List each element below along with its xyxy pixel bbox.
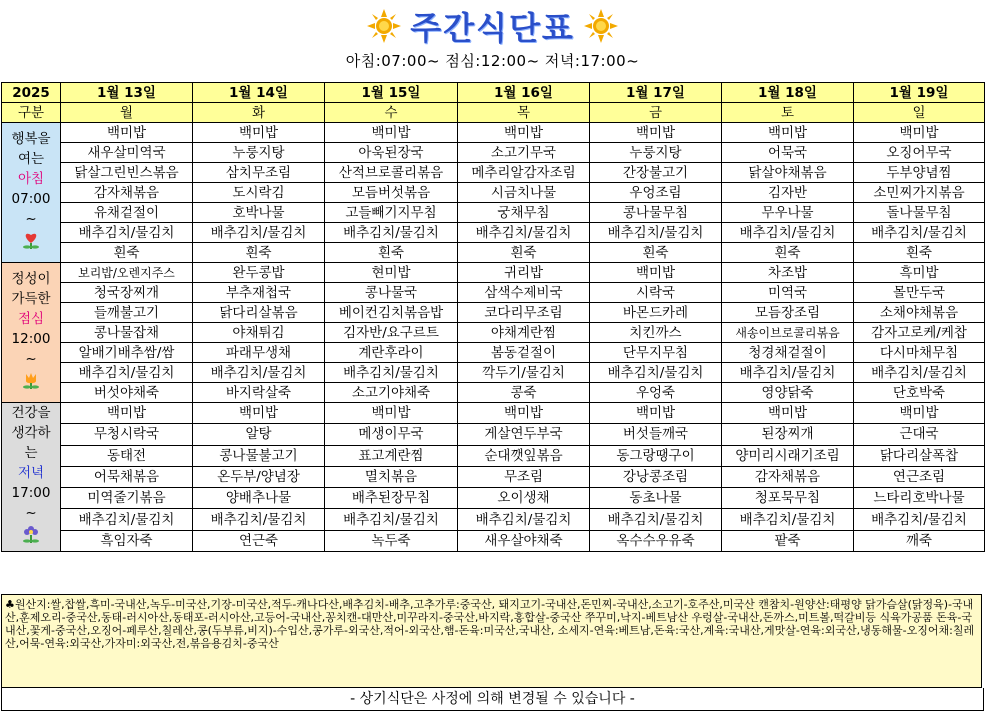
dinner-section-label (2, 403, 61, 552)
menu-item-cell: 버섯들깨국 (590, 424, 722, 445)
menu-item-cell: 봄동겉절이 (458, 343, 590, 363)
lunch-row (2, 323, 985, 343)
dinner-row (2, 530, 985, 551)
menu-item-cell: 청국장찌개 (61, 283, 193, 303)
menu-item-cell: 흰죽 (722, 243, 854, 263)
menu-item-cell: 콩죽 (458, 383, 590, 403)
sun-icon (583, 8, 619, 44)
menu-item-cell: 배추김치/물김치 (722, 363, 854, 383)
menu-item-cell: 감자채볶음 (722, 466, 854, 487)
menu-item-cell: 누룽지탕 (590, 143, 722, 163)
menu-item-cell: 흑미밥 (854, 263, 985, 283)
menu-item-cell: 백미밥 (193, 123, 325, 143)
menu-item-cell: 완두콩밥 (193, 263, 325, 283)
section-header-cell: 구분 (2, 103, 61, 123)
menu-item-cell: 무청시락국 (61, 424, 193, 445)
menu-item-cell: 백미밥 (722, 403, 854, 424)
menu-item-cell: 흰죽 (854, 243, 985, 263)
menu-item-cell: 메추리알감자조림 (458, 163, 590, 183)
menu-item-cell: 우엉죽 (590, 383, 722, 403)
breakfast-row (2, 123, 985, 143)
breakfast-section-label (2, 123, 61, 263)
menu-item-cell: 흑임자죽 (61, 530, 193, 551)
menu-item-cell: 새우살미역국 (61, 143, 193, 163)
lunch-row (2, 263, 985, 283)
menu-item-cell: 배추김치/물김치 (590, 223, 722, 243)
menu-item-cell: 닭다리살폭찹 (854, 445, 985, 466)
menu-item-cell: 백미밥 (458, 403, 590, 424)
menu-item-cell: 콩나물잡채 (61, 323, 193, 343)
menu-item-cell: 소고기무국 (458, 143, 590, 163)
section-label-line: 정성이 (11, 270, 51, 287)
menu-item-cell: 느타리호박나물 (854, 488, 985, 509)
section-label-line: 행복을 (11, 130, 51, 147)
menu-item-cell: 오징어무국 (854, 143, 985, 163)
menu-item-cell: 동그랑땡구이 (590, 445, 722, 466)
menu-item-cell: 콩나물국 (325, 283, 458, 303)
menu-item-cell: 계란후라이 (325, 343, 458, 363)
menu-item-cell: 백미밥 (590, 123, 722, 143)
menu-item-cell: 현미밥 (325, 263, 458, 283)
menu-item-cell: 녹두죽 (325, 530, 458, 551)
menu-item-cell: 산적브로콜리볶음 (325, 163, 458, 183)
menu-item-cell: 차조밥 (722, 263, 854, 283)
section-label-line: 생각하 (11, 425, 51, 441)
menu-item-cell: 미역국 (722, 283, 854, 303)
breakfast-row (2, 203, 985, 223)
menu-item-cell: 닭살야채볶음 (722, 163, 854, 183)
dinner-row (2, 403, 985, 424)
menu-item-cell: 배추김치/물김치 (722, 223, 854, 243)
breakfast-row (2, 183, 985, 203)
menu-item-cell: 도시락김 (193, 183, 325, 203)
menu-item-cell: 배추김치/물김치 (193, 363, 325, 383)
menu-item-cell: 무조림 (458, 466, 590, 487)
menu-item-cell: 백미밥 (590, 403, 722, 424)
weekday-cell: 금 (590, 103, 722, 123)
menu-item-cell: 배추김치/물김치 (458, 223, 590, 243)
menu-item-cell: 바지락살죽 (193, 383, 325, 403)
section-label-line: 점심 (17, 310, 45, 327)
menu-item-cell: 동초나물 (590, 488, 722, 509)
date-cell: 1월 15일 (325, 83, 458, 103)
menu-item-cell: 양미리시래기조림 (722, 445, 854, 466)
page-header (0, 0, 985, 82)
dinner-row (2, 424, 985, 445)
lunch-section-label (2, 263, 61, 403)
menu-item-cell: 닭살그린빈스볶음 (61, 163, 193, 183)
menu-item-cell: 다시마채무침 (854, 343, 985, 363)
menu-item-cell: 귀리밥 (458, 263, 590, 283)
menu-item-cell: 알탕 (193, 424, 325, 445)
weekly-menu-table (1, 82, 985, 552)
menu-item-cell: 소채야채볶음 (854, 303, 985, 323)
breakfast-row (2, 243, 985, 263)
menu-item-cell: 부추재첩국 (193, 283, 325, 303)
lunch-row (2, 363, 985, 383)
menu-item-cell: 바몬드카레 (590, 303, 722, 323)
menu-item-cell: 모듬장조림 (722, 303, 854, 323)
section-label-line: ~ (25, 350, 37, 367)
lunch-row (2, 303, 985, 323)
menu-item-cell: 무우나물 (722, 203, 854, 223)
menu-item-cell: 시락국 (590, 283, 722, 303)
menu-item-cell: 배추김치/물김치 (61, 223, 193, 243)
menu-item-cell: 온두부/양념장 (193, 466, 325, 487)
menu-item-cell: 오이생채 (458, 488, 590, 509)
weekday-cell: 화 (193, 103, 325, 123)
menu-item-cell: 치킨까스 (590, 323, 722, 343)
menu-item-cell: 배추김치/물김치 (61, 363, 193, 383)
menu-item-cell: 소민찌가지볶음 (854, 183, 985, 203)
year-cell: 2025 (2, 83, 61, 103)
menu-item-cell: 감자채볶음 (61, 183, 193, 203)
menu-item-cell: 새우살야채죽 (458, 530, 590, 551)
menu-item-cell: 배추김치/물김치 (458, 509, 590, 530)
date-cell: 1월 14일 (193, 83, 325, 103)
heart-flower-icon (2, 231, 60, 257)
meal-times: 아침:07:00~ 점심:12:00~ 저녁:17:00~ (345, 52, 640, 70)
section-label-line: 12:00 (11, 330, 51, 347)
menu-item-cell: 야채계란찜 (458, 323, 590, 343)
date-cell: 1월 18일 (722, 83, 854, 103)
menu-item-cell: 연근조림 (854, 466, 985, 487)
section-label-line: ~ (25, 210, 37, 227)
date-cell: 1월 16일 (458, 83, 590, 103)
sun-icon (366, 8, 402, 44)
menu-item-cell: 배추김치/물김치 (590, 509, 722, 530)
menu-item-cell: 시금치나물 (458, 183, 590, 203)
menu-item-cell: 배추김치/물김치 (325, 509, 458, 530)
menu-item-cell: 깨죽 (854, 530, 985, 551)
menu-item-cell: 감자고로케/케찹 (854, 323, 985, 343)
lunch-row (2, 283, 985, 303)
menu-item-cell: 배추김치/물김치 (590, 363, 722, 383)
menu-item-cell: 누룽지탕 (193, 143, 325, 163)
menu-item-cell: 팥죽 (722, 530, 854, 551)
menu-item-cell: 백미밥 (854, 123, 985, 143)
menu-item-cell: 흰죽 (193, 243, 325, 263)
menu-item-cell: 콩나물불고기 (193, 445, 325, 466)
menu-item-cell: 연근죽 (193, 530, 325, 551)
menu-item-cell: 양배추나물 (193, 488, 325, 509)
section-label-line: ~ (25, 505, 37, 521)
menu-item-cell: 모듬버섯볶음 (325, 183, 458, 203)
menu-item-cell: 백미밥 (61, 403, 193, 424)
section-label-line: 는 (24, 445, 38, 461)
menu-item-cell: 배추된장무침 (325, 488, 458, 509)
breakfast-row (2, 143, 985, 163)
menu-item-cell: 강낭콩조림 (590, 466, 722, 487)
menu-item-cell: 간장불고기 (590, 163, 722, 183)
menu-item-cell: 고들빼기지무침 (325, 203, 458, 223)
date-cell: 1월 13일 (61, 83, 193, 103)
menu-item-cell: 콩나물무침 (590, 203, 722, 223)
dinner-row (2, 445, 985, 466)
menu-item-cell: 보리밥/오렌지주스 (61, 263, 193, 283)
menu-item-cell: 배추김치/물김치 (854, 223, 985, 243)
lunch-row (2, 343, 985, 363)
section-label-line: 저녁 (17, 465, 45, 481)
date-cell: 1월 19일 (854, 83, 985, 103)
title-row (0, 4, 985, 48)
menu-item-cell: 배추김치/물김치 (61, 509, 193, 530)
menu-item-cell: 깍두기/물김치 (458, 363, 590, 383)
menu-item-cell: 들깨불고기 (61, 303, 193, 323)
menu-item-cell: 영양닭죽 (722, 383, 854, 403)
menu-item-cell: 게살연두부국 (458, 424, 590, 445)
menu-item-cell: 단무지무침 (590, 343, 722, 363)
weekday-cell: 월 (61, 103, 193, 123)
menu-item-cell: 배추김치/물김치 (722, 509, 854, 530)
menu-item-cell: 어묵채볶음 (61, 466, 193, 487)
menu-item-cell: 두부양념찜 (854, 163, 985, 183)
section-label-line: 여는 (17, 150, 45, 167)
menu-item-cell: 어묵국 (722, 143, 854, 163)
page-title: 주간식단표 (410, 9, 575, 47)
weekday-row (2, 103, 985, 123)
origin-note: ♣원산지:쌀,찹쌀,흑미-국내산,녹두-미국산,기장-미국산,적두-캐나다산,배추김치-배추,고추가루:중국산, 돼지고기-국내산,돈민찌-국내산,소고기-호주산,미국산 캔참치-원양산:태평양 닭가슴살(닭정육)-국내산,훈제오리-중국산,동태-러시아산,동태포-러시아산,고등어-국내산,꽁치캔-대만산,미꾸라지-중국산,바지락,홍합살-중국산 쭈꾸미,낙지-베트남산 우렁살-국내산,돈까스,미트볼,떡갈비등 식육가공품 돈육-국내산,꽃게-중국산,오징어-페루산,칠레산,콩(두부류,비지)-수입산,콩가루-외국산,적어-외국산,햄-돈육:미국산,국내산, 소세지-연육:베트남,돈육:국산,계육:국내산,게맛살-연육:외국산,냉동해물-오징어채:칠레산,어묵-연육:외국산,가자미:외국산,전,볶음용김치-중국산 (1, 594, 982, 688)
menu-item-cell: 소고기야채죽 (325, 383, 458, 403)
menu-item-cell: 배추김치/물김치 (325, 223, 458, 243)
menu-item-cell: 흰죽 (458, 243, 590, 263)
lunch-row (2, 383, 985, 403)
menu-item-cell: 삼치무조림 (193, 163, 325, 183)
menu-item-cell: 삼색수제비국 (458, 283, 590, 303)
menu-item-cell: 버섯야채죽 (61, 383, 193, 403)
date-cell: 1월 17일 (590, 83, 722, 103)
section-label-line: 아침 (17, 170, 45, 187)
menu-item-cell: 야채튀김 (193, 323, 325, 343)
date-row (2, 83, 985, 103)
menu-item-cell: 김자반/요구르트 (325, 323, 458, 343)
menu-item-cell: 닭다리살볶음 (193, 303, 325, 323)
dinner-row (2, 488, 985, 509)
menu-item-cell: 청포묵무침 (722, 488, 854, 509)
section-label-line: 17:00 (11, 485, 51, 501)
menu-item-cell: 우엉조림 (590, 183, 722, 203)
tulip-icon (2, 371, 60, 397)
dinner-row (2, 509, 985, 530)
menu-item-cell: 아욱된장국 (325, 143, 458, 163)
menu-item-cell: 새송이브로콜리볶음 (722, 323, 854, 343)
menu-item-cell: 옥수수우유죽 (590, 530, 722, 551)
breakfast-row (2, 163, 985, 183)
menu-item-cell: 배추김치/물김치 (193, 509, 325, 530)
menu-item-cell: 베이컨김치볶음밥 (325, 303, 458, 323)
dinner-row (2, 466, 985, 487)
menu-item-cell: 백미밥 (193, 403, 325, 424)
menu-item-cell: 배추김치/물김치 (854, 363, 985, 383)
menu-item-cell: 된장찌개 (722, 424, 854, 445)
menu-item-cell: 백미밥 (722, 123, 854, 143)
menu-item-cell: 메생이무국 (325, 424, 458, 445)
menu-item-cell: 백미밥 (590, 263, 722, 283)
section-label-line: 07:00 (11, 190, 51, 207)
menu-item-cell: 멸치볶음 (325, 466, 458, 487)
section-label-line: 건강을 (11, 405, 51, 421)
menu-item-cell: 알배기배추쌈/쌈 (61, 343, 193, 363)
menu-item-cell: 궁채무침 (458, 203, 590, 223)
menu-item-cell: 미역줄기볶음 (61, 488, 193, 509)
flower-icon (2, 525, 60, 551)
menu-item-cell: 근대국 (854, 424, 985, 445)
menu-item-cell: 백미밥 (458, 123, 590, 143)
menu-item-cell: 김자반 (722, 183, 854, 203)
weekday-cell: 목 (458, 103, 590, 123)
weekday-cell: 일 (854, 103, 985, 123)
menu-item-cell: 동태전 (61, 445, 193, 466)
menu-item-cell: 유채겉절이 (61, 203, 193, 223)
menu-item-cell: 배추김치/물김치 (193, 223, 325, 243)
menu-item-cell: 표고계란찜 (325, 445, 458, 466)
menu-item-cell: 배추김치/물김치 (854, 509, 985, 530)
change-notice: - 상기식단은 사정에 의해 변경될 수 있습니다 - (1, 688, 984, 711)
menu-item-cell: 순대깻잎볶음 (458, 445, 590, 466)
menu-item-cell: 파래무생채 (193, 343, 325, 363)
breakfast-row (2, 223, 985, 243)
menu-item-cell: 백미밥 (325, 123, 458, 143)
menu-item-cell: 흰죽 (590, 243, 722, 263)
section-label-line: 가득한 (11, 290, 51, 307)
menu-item-cell: 돌나물무침 (854, 203, 985, 223)
weekday-cell: 수 (325, 103, 458, 123)
weekday-cell: 토 (722, 103, 854, 123)
menu-item-cell: 호박나물 (193, 203, 325, 223)
menu-item-cell: 흰죽 (61, 243, 193, 263)
menu-item-cell: 청경채겉절이 (722, 343, 854, 363)
menu-item-cell: 백미밥 (325, 403, 458, 424)
menu-item-cell: 배추김치/물김치 (325, 363, 458, 383)
menu-item-cell: 백미밥 (61, 123, 193, 143)
menu-item-cell: 몰만두국 (854, 283, 985, 303)
menu-item-cell: 백미밥 (854, 403, 985, 424)
menu-item-cell: 코다리무조림 (458, 303, 590, 323)
menu-item-cell: 단호박죽 (854, 383, 985, 403)
menu-item-cell: 흰죽 (325, 243, 458, 263)
